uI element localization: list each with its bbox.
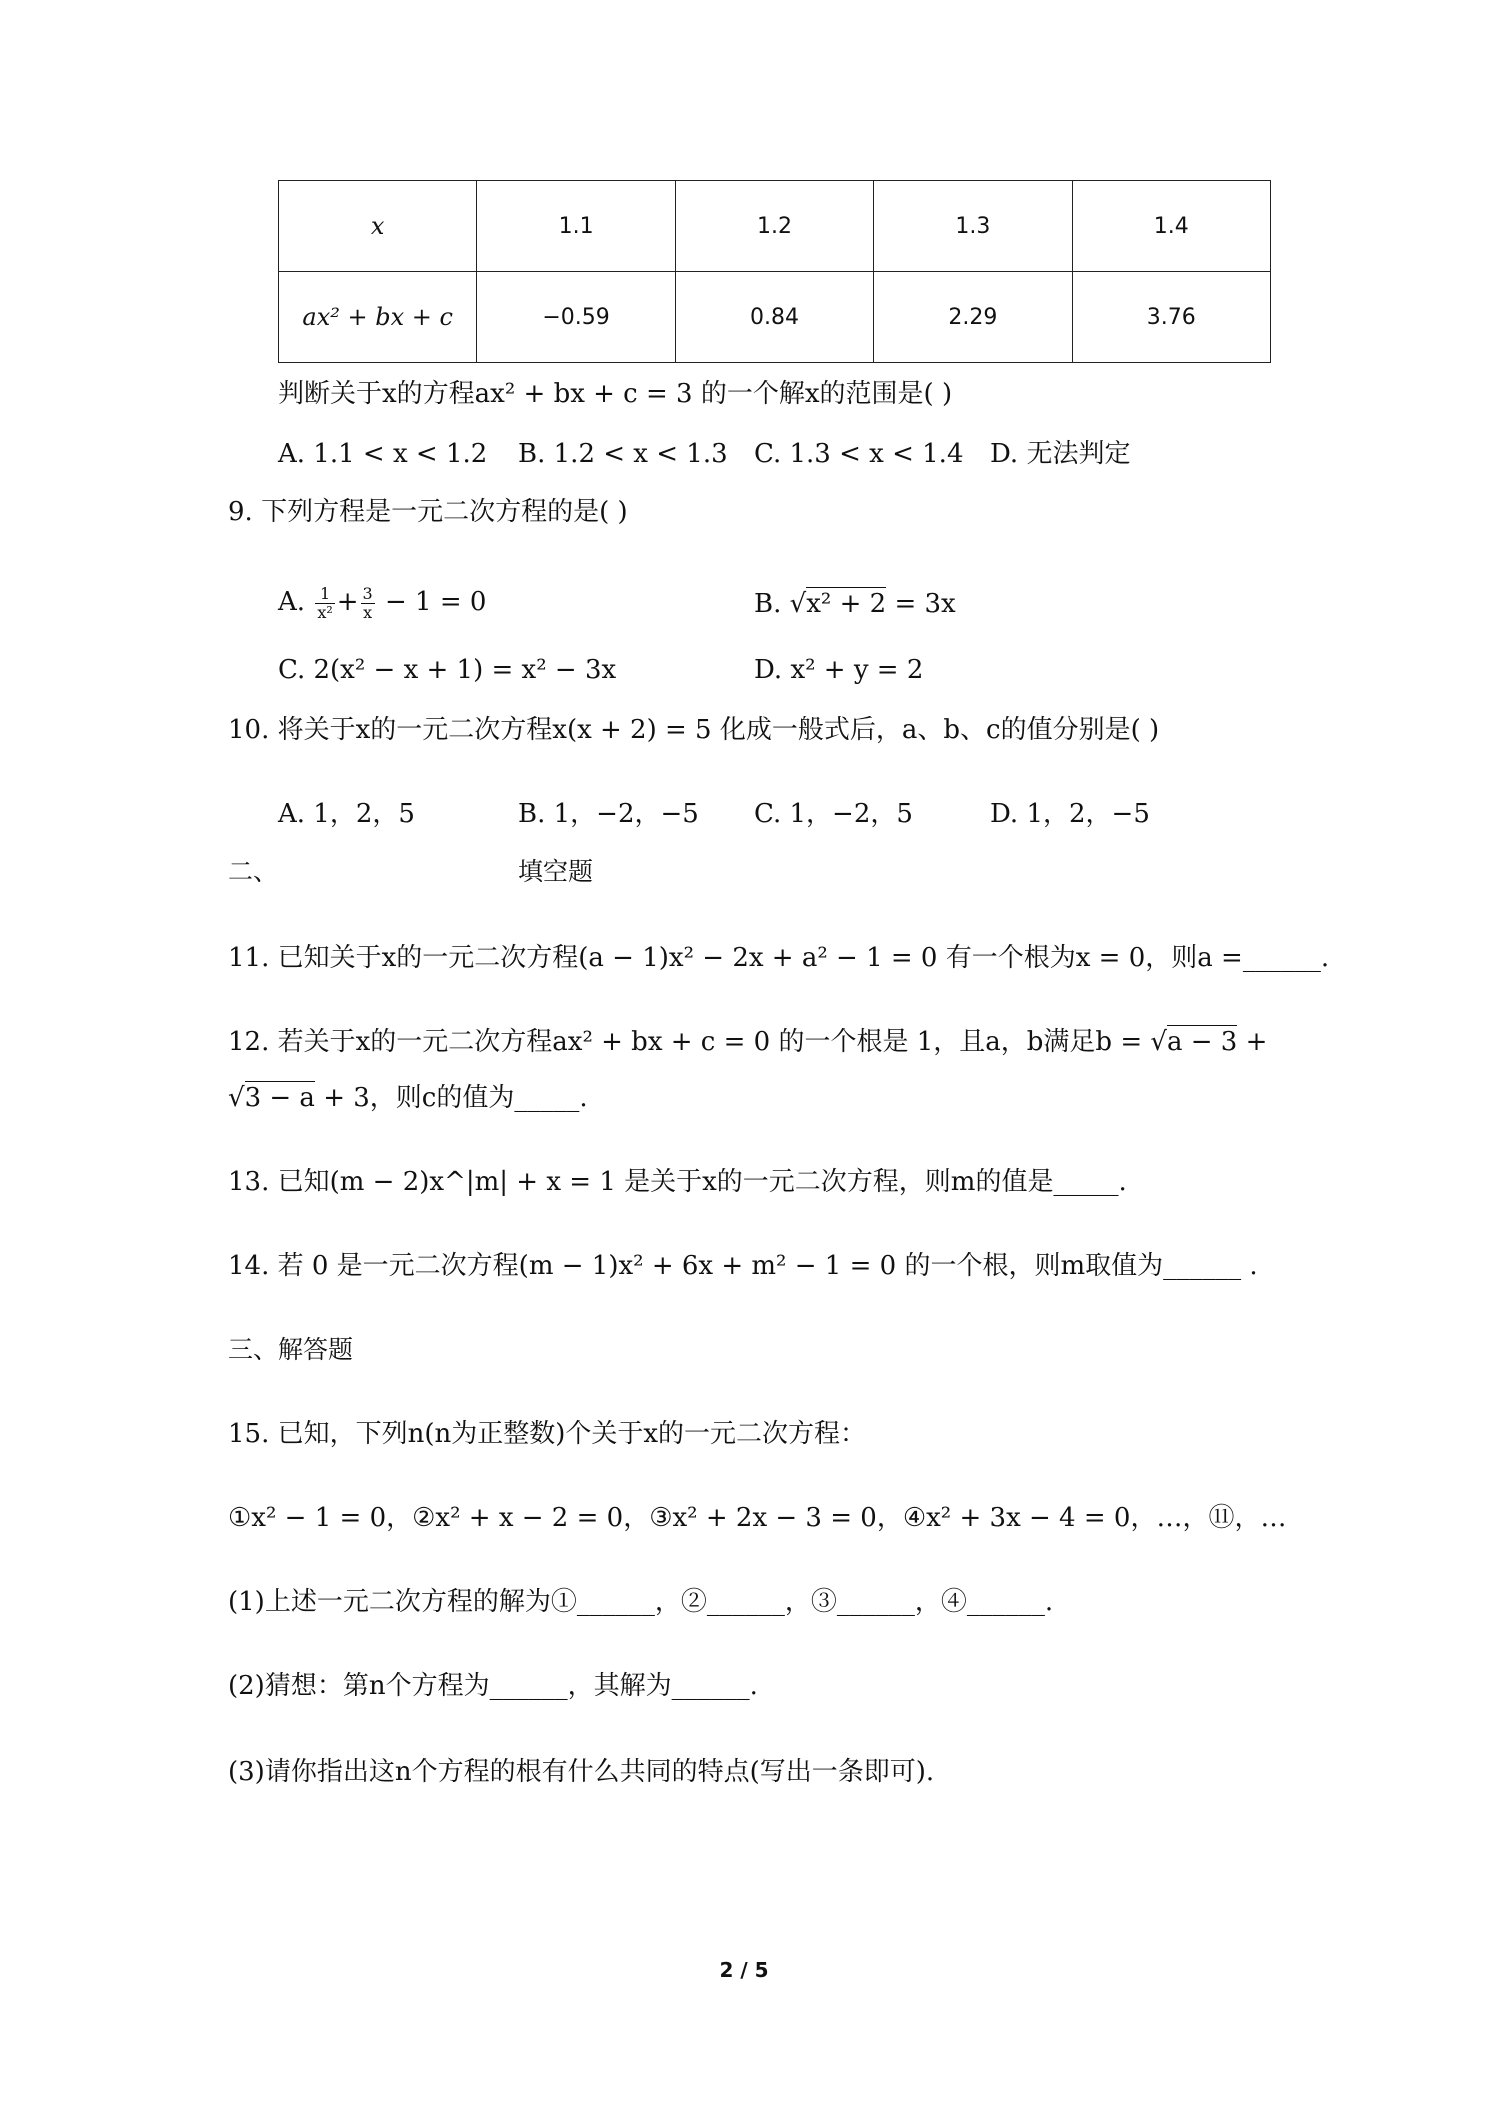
- table-cell: 1.3: [874, 181, 1072, 272]
- value-table: [278, 180, 1271, 363]
- radicand: a − 3: [1166, 1027, 1238, 1057]
- section-2-title: 填空题: [518, 857, 594, 886]
- q15-stem: 15. 已知，下列n(n为正整数)个关于x的一元二次方程：: [228, 1419, 867, 1449]
- q12-line-2: √3 − a + 3，则c的值为_____.: [228, 1083, 588, 1113]
- q11: 11. 已知关于x的一元二次方程(a − 1)x² − 2x + a² − 1 = 0 有一个根为x = 0，则a =______.: [228, 943, 1330, 973]
- q9-stem: 9. 下列方程是一元二次方程的是( ): [228, 497, 628, 527]
- option-label: A.: [278, 587, 306, 617]
- table-row: [279, 181, 1271, 272]
- table-cell: 1.4: [1072, 181, 1270, 272]
- q15-part-3: (3)请你指出这n个方程的根有什么共同的特点(写出一条即可).: [228, 1757, 935, 1787]
- q9-option-c: C. 2(x² − x + 1) = x² − 3x: [278, 655, 617, 685]
- q15-part-2: (2)猜想：第n个方程为______，其解为______.: [228, 1671, 758, 1701]
- q8-option-b: B. 1.2 < x < 1.3: [518, 439, 728, 469]
- q13: 13. 已知(m − 2)x^|m| + x = 1 是关于x的一元二次方程，则m的值是_____.: [228, 1167, 1127, 1197]
- fraction: $\frac{1}{\text{x²}}$: [317, 583, 333, 622]
- table-cell: 1.2: [675, 181, 873, 272]
- q10-option-a: A. 1，2，5: [278, 799, 415, 829]
- q9-option-b: B. √x² + 2 = 3x: [754, 589, 956, 619]
- q10-option-d: D. 1，2，−5: [990, 799, 1150, 829]
- section-2-number: 二、: [228, 857, 279, 886]
- q8-option-c: C. 1.3 < x < 1.4: [754, 439, 964, 469]
- table-cell: 1.1: [477, 181, 675, 272]
- section-3-title: 三、解答题: [228, 1335, 354, 1364]
- q8-option-d: D. 无法判定: [990, 439, 1131, 469]
- table-cell: −0.59: [477, 272, 675, 363]
- q10-stem: 10. 将关于x的一元二次方程x(x + 2) = 5 化成一般式后，a、b、c的值分别是( ): [228, 715, 1160, 745]
- table-cell: 2.29: [874, 272, 1072, 363]
- table-cell: 0.84: [675, 272, 873, 363]
- q14: 14. 若 0 是一元二次方程(m − 1)x² + 6x + m² − 1 = 0 的一个根，则m取值为______ .: [228, 1251, 1258, 1281]
- radicand: x² + 2: [806, 589, 887, 619]
- q9-option-d: D. x² + y = 2: [754, 655, 924, 685]
- q15-equations: ①x² − 1 = 0，②x² + x − 2 = 0，③x² + 2x − 3 = 0，④x² + 3x − 4 = 0，…，⑪，…: [228, 1503, 1287, 1533]
- page-number: 2 / 5: [719, 1958, 769, 1982]
- radicand: 3 − a: [244, 1083, 315, 1113]
- q9-option-a: A. $\frac{1}{\text{x²}}$ + $\frac{3}{x}$ − 1 = 0: [278, 583, 487, 622]
- q10-option-b: B. 1，−2，−5: [518, 799, 699, 829]
- q15-part-1: (1)上述一元二次方程的解为①______，②______，③______，④______.: [228, 1587, 1054, 1617]
- table-cell: ax² + bx + c: [279, 272, 477, 363]
- q12-line-1: 12. 若关于x的一元二次方程ax² + bx + c = 0 的一个根是 1，且a，b满足b = √a − 3 +: [228, 1027, 1268, 1057]
- fraction: $\frac{3}{x}$: [362, 583, 373, 622]
- table-cell: 3.76: [1072, 272, 1270, 363]
- q8-option-a: A. 1.1 < x < 1.2: [278, 439, 488, 469]
- q10-option-c: C. 1，−2，5: [754, 799, 913, 829]
- q8-stem: 判断关于x的方程ax² + bx + c = 3 的一个解x的范围是( ): [278, 379, 953, 409]
- table-cell: x: [279, 181, 477, 272]
- option-label: B.: [754, 589, 782, 619]
- table-row: [279, 272, 1271, 363]
